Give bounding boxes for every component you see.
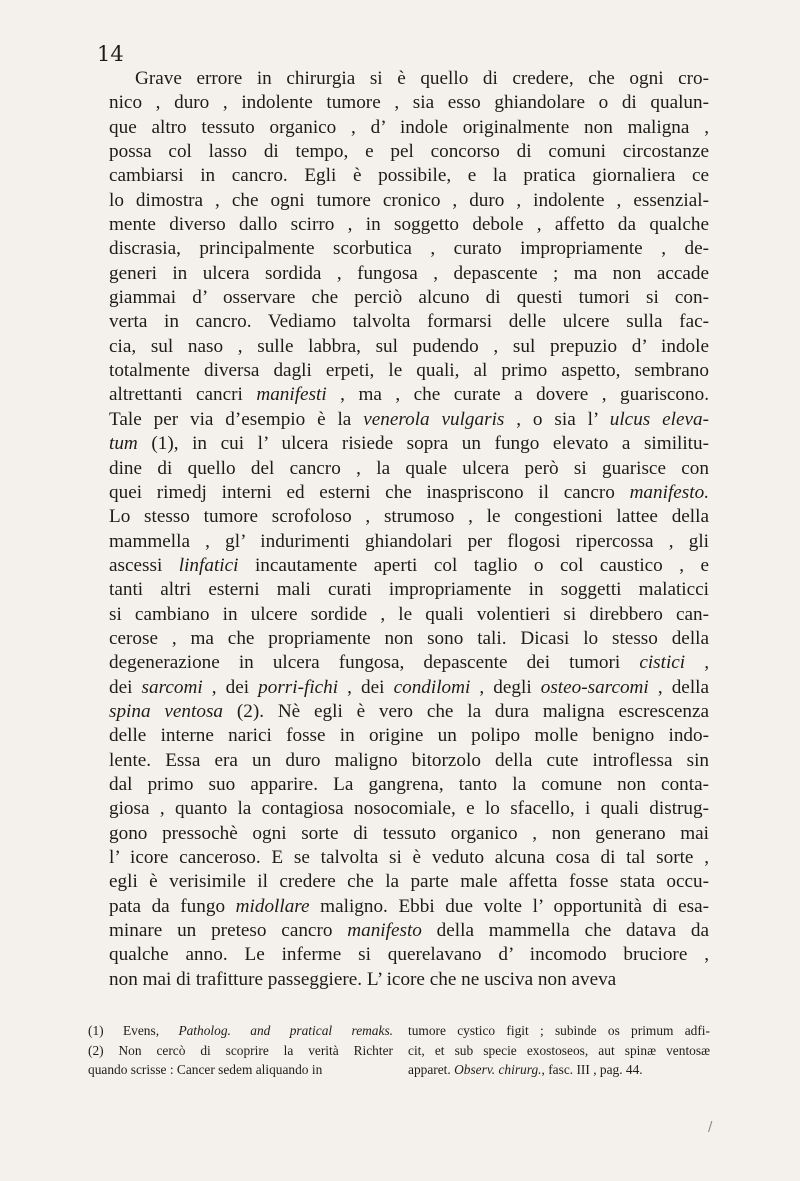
text-line: qualche anno. Le inferme si querelavano d’ incomodo bruciore , (109, 944, 709, 966)
text-line: nico , duro , indolente tumore , sia esso ghiandolare o di qualun- (109, 92, 709, 114)
text-line: dei sarcomi , dei porri-fichi , dei condilomi , degli osteo-sarcomi , della (109, 676, 709, 698)
text-line: pata da fungo midollare maligno. Ebbi due volte l’ opportunità di esa- (109, 895, 709, 917)
italic-text: venerola vulgaris (363, 408, 505, 430)
text-line: cerose , ma che propriamente non sono tali. Dicasi lo stesso della (109, 627, 709, 649)
page-number: 14 (97, 42, 124, 66)
text-line: quei rimedj interni ed esterni che inaspriscono il cancro manifesto. (109, 481, 709, 503)
italic-text: ulcus eleva- (609, 408, 709, 430)
text-line: tum (1), in cui l’ ulcera risiede sopra un fungo elevato a similitu- (109, 433, 709, 455)
footnotes (88, 1021, 710, 1080)
text-line: Lo stesso tumore scrofoloso , strumoso , le congestioni lattee della (109, 506, 709, 528)
text-line: mente diverso dallo scirro , in soggetto debole , affetto da qualche (109, 214, 709, 236)
text-line: cia, sul naso , sulle labbra, sul pudendo , sul prepuzio d’ indole (109, 335, 709, 357)
text-line: ascessi linfatici incautamente aperti col taglio o col caustico , e (109, 554, 709, 576)
footnotes-right-column (408, 1021, 710, 1080)
stray-pen-mark: / (708, 1120, 713, 1135)
italic-text: Observ. chirurg. (454, 1062, 542, 1077)
italic-text: sarcomi (141, 676, 203, 698)
footnote-line: (1) Evens, Patholog. and pratical remaks. (88, 1023, 393, 1038)
footnote-line: (2) Non cercò di scoprire la verità Richter (88, 1042, 393, 1058)
text-line: totalmente diversa dagli erpeti, le quali, al primo aspetto, sembrano (109, 360, 709, 382)
text-line: giosa , quanto la contagiosa nosocomiale, e lo sfacello, i quali distrug- (109, 798, 709, 820)
italic-text: manifesto. (629, 481, 709, 503)
text-line: delle interne narici fosse in origine un polipo molle benigno indo- (109, 725, 709, 747)
text-line: non mai di trafitture passeggiere. L’ icore che ne usciva non aveva (109, 968, 617, 990)
footnote-line: apparet. Observ. chirurg., fasc. III , pag. 44. (408, 1062, 643, 1077)
italic-text: manifesti (256, 384, 327, 406)
text-line: spina ventosa (2). Nè egli è vero che la dura maligna escrescenza (109, 700, 709, 722)
footnote-line: quando scrisse : Cancer sedem aliquando in (88, 1062, 323, 1077)
body-paragraph (109, 67, 709, 992)
text-line: egli è verisimile il credere che la parte male affetta fosse stata occu- (109, 871, 709, 893)
italic-text: porri-fichi (258, 676, 339, 698)
italic-text: spina ventosa (109, 700, 224, 722)
footnote-line: cit, et sub specie exostoseos, aut spinæ ventosæ (408, 1042, 710, 1058)
text-line: si cambiano in ulcere sordide , le quali volentieri si direbbero can- (109, 603, 709, 625)
text-line: giammai d’ osservare che perciò alcuno di questi tumori si con- (109, 287, 709, 309)
text-line: verta in cancro. Vediamo talvolta formarsi delle ulcere sulla fac- (109, 311, 709, 333)
italic-text: condilomi (393, 676, 471, 698)
italic-text: osteo-sarcomi (540, 676, 649, 698)
text-line: cambiarsi in cancro. Egli è possibile, e la pratica giornaliera ce (109, 165, 709, 187)
text-line: generi in ulcera sordida , fungosa , depascente ; ma non accade (109, 262, 709, 284)
text-line: mammella , gl’ indurimenti ghiandolari per flogosi ripercossa , gli (109, 530, 709, 552)
footnotes-left-column (88, 1021, 393, 1080)
text-line: possa col lasso di tempo, e pel concorso di comuni circostanze (109, 141, 709, 163)
footnote-line: tumore cystico figit ; subinde os primum adfi- (408, 1023, 710, 1038)
italic-text: manifesto (347, 920, 422, 942)
text-line: Grave errore in chirurgia si è quello di credere, che ogni cro- (135, 68, 709, 89)
text-line: tanti altri esterni mali curati impropriamente in soggetti malaticci (109, 579, 709, 601)
text-line: Tale per via d’esempio è la venerola vulgaris , o sia l’ ulcus eleva- (109, 408, 709, 430)
text-line: que altro tessuto organico , d’ indole originalmente non maligna , (109, 116, 709, 138)
text-line: gono pressochè ogni sorte di tessuto organico , non generano mai (109, 822, 709, 844)
text-line: lo dimostra , che ogni tumore cronico , duro , indolente , essenzial- (109, 189, 709, 211)
text-line: degenerazione in ulcera fungosa, depascente dei tumori cistici , (109, 652, 709, 674)
italic-text: linfatici (178, 554, 239, 576)
italic-text: cistici , (639, 652, 709, 674)
text-line: altrettanti cancri manifesti , ma , che curate a dovere , guariscono. (109, 384, 709, 406)
text-line: minare un preteso cancro manifesto della mammella che datava da (109, 920, 709, 942)
italic-text: Patholog. and pratical remaks. (178, 1023, 393, 1038)
text-line: dal primo suo apparire. La gangrena, tanto la comune non conta- (109, 773, 709, 795)
text-line: lente. Essa era un duro maligno bitorzolo della cute introflessa sin (109, 749, 709, 771)
italic-text: midollare (235, 895, 310, 917)
text-line: discrasia, principalmente scorbutica , curato impropriamente , de- (109, 238, 709, 260)
italic-text: tum (109, 433, 138, 455)
text-line: l’ icore canceroso. E se talvolta si è veduto alcuna cosa di tal sorte , (109, 847, 709, 868)
text-line: dine di quello del cancro , la quale ulcera però si guarisce con (109, 457, 709, 479)
